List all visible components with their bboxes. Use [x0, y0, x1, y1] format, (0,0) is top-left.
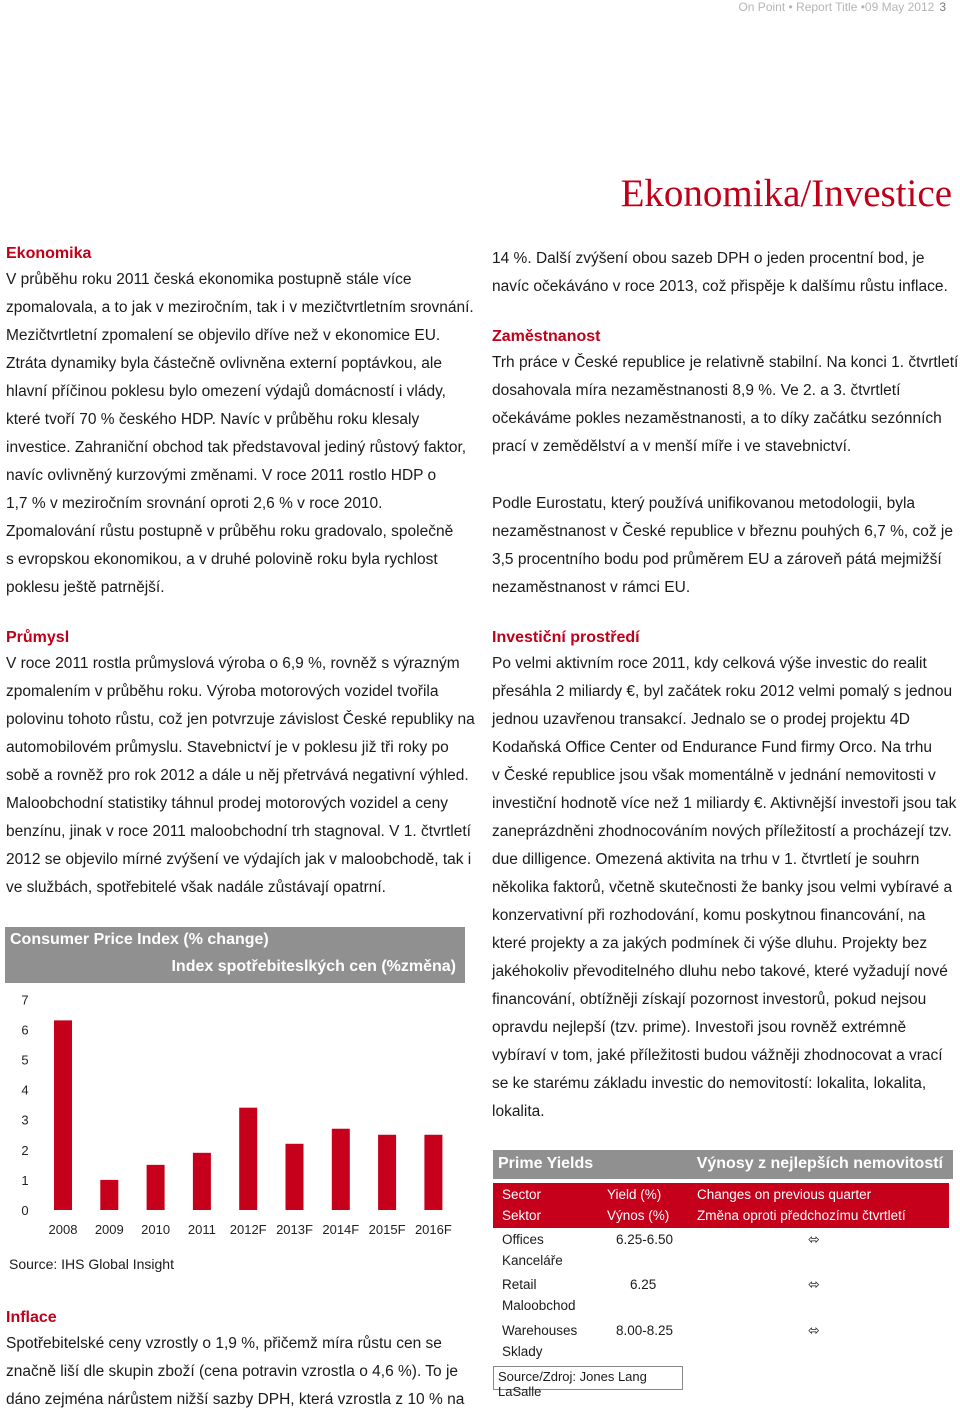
prumysl-text: [6, 650, 476, 902]
text-line: očekáváme pokles nezaměstnanosti, a to díky začátku sezónních: [492, 410, 942, 427]
table-source-text: Source/Zdroj: Jones Lang LaSalle: [498, 1369, 647, 1399]
unchanged-arrow-icon: ⬄: [808, 1322, 820, 1338]
chart-title: Consumer Price Index (% change): [10, 931, 269, 948]
bar-2009: [100, 1180, 118, 1210]
section-investicni: [492, 626, 957, 1126]
row-sector-en: Warehouses: [502, 1323, 578, 1338]
heading-prumysl: Průmysl: [6, 629, 70, 646]
text-line: zaneprázdněni zhodnocováním nových příležitostí a procházejí tzv.: [492, 823, 952, 840]
text-line: poklesu ještě patrnější.: [6, 579, 165, 596]
text-line: nezaměstnanost v České republice v březnu pouhých 6,7 %, což je: [492, 523, 953, 540]
section-inflace: [6, 1306, 476, 1414]
text-line: přesáhla 2 miliardy €, byl začátek roku 2012 velmi pomalý s jednou: [492, 683, 953, 700]
text-line: prací v zemědělství a v menší míře i ve stavebnictví.: [492, 438, 852, 455]
bar-2016F: [424, 1135, 442, 1210]
col-yield-cz: Výnos (%): [607, 1208, 670, 1223]
text-line: sobě a rovněž pro rok 2012 a dále u něj přetrvává negativní výhled.: [6, 767, 469, 784]
investicni-text: [492, 650, 957, 1126]
text-line: investiční hodnotě více než 1 miliardy €. Aktivnější investoři jsou tak: [492, 795, 957, 812]
x-tick-label: 2009: [94, 1222, 124, 1237]
table-header: [493, 1150, 953, 1179]
bar-2013F: [286, 1144, 304, 1210]
text-line: due dilligence. Omezená aktivita na trhu v 1. čtvrtletí je souhrn: [492, 851, 920, 868]
zamestnanost-text-2: [492, 490, 957, 602]
text-line: nezaměstnanost v rámci EU.: [492, 579, 691, 596]
row-yield: 6.25-6.50: [616, 1232, 674, 1247]
bar-2008: [54, 1020, 72, 1210]
row-sector-cz: Maloobchod: [502, 1298, 576, 1313]
inflace-text: [6, 1330, 476, 1414]
row-sector-en: Offices: [502, 1232, 544, 1247]
heading-inflace: Inflace: [6, 1309, 57, 1326]
text-line: se ke starému základu investic do nemovitostí: lokalita, lokalita,: [492, 1075, 927, 1092]
text-line: Ztráta dynamiky byla částečně ovlivněna externí poptávkou, ale: [6, 355, 442, 372]
text-line: Kodaňská Office Center od Endurance Fund firmy Orco. Na trhu: [492, 739, 932, 756]
section-ekonomika: [6, 242, 476, 602]
text-line: Zpomalování růstu postupně v průběhu roku gradovalo, společně: [6, 523, 454, 540]
text-line: 2012 se objevilo mírné zvýšení ve výdajích jak v maloobchodě, tak i: [6, 851, 472, 868]
text-line: investice. Zahraniční obchod tak představoval jediný růstový faktor,: [6, 439, 467, 456]
text-line: hlavní příčinou poklesu bylo omezení výdajů domácností i vlády,: [6, 383, 446, 400]
text-line: zpomalením v průběhu roku. Výroba motorových vozidel tvořila: [6, 683, 439, 700]
table-source: [493, 1366, 683, 1399]
unchanged-arrow-icon: ⬄: [808, 1276, 820, 1292]
text-line: financování, obtížněji získají pozornost investorů, pokud nejsou: [492, 991, 927, 1008]
page-header: [738, 0, 946, 14]
text-line: vybíraví v tom, jaké příležitosti budou vážněji zhodnocovat a vrací: [492, 1047, 943, 1064]
x-tick-label: 2011: [187, 1222, 216, 1237]
header-text: On Point • Report Title •09 May 2012: [738, 0, 935, 14]
row-sector-cz: Sklady: [502, 1344, 543, 1359]
text-line: opravdu nejlepší (tzv. prime). Investoři jsou rovněž extrémně: [492, 1019, 907, 1036]
col-change-en: Changes on previous quarter: [697, 1187, 872, 1202]
text-line: zpomalovala, a to jak v meziročním, tak i v mezičtvrtletním srovnání.: [6, 299, 474, 316]
bar-2015F: [378, 1135, 396, 1210]
col-yield-en: Yield (%): [607, 1187, 662, 1202]
unchanged-arrow-icon: ⬄: [808, 1231, 820, 1247]
table-row: [493, 1320, 953, 1364]
chart-subtitle: Index spotřebiteslkých cen (%změna): [171, 958, 456, 975]
page-title: Ekonomika/Investice: [620, 172, 952, 215]
text-line: Maloobchodní statistiky táhnul prodej motorových vozidel a ceny: [6, 795, 448, 812]
x-tick-label: 2012F: [229, 1222, 267, 1237]
text-line: navíc očekáváno v roce 2013, což přispěje k dalšímu růstu inflace.: [492, 278, 948, 295]
ekonomika-text: [6, 266, 476, 602]
table-title-en: Prime Yields: [498, 1155, 594, 1172]
x-tick-label: 2015F: [368, 1222, 406, 1237]
section-inflace-continued: [492, 245, 957, 301]
x-tick-label: 2014F: [322, 1222, 360, 1237]
x-tick-label: 2010: [141, 1222, 171, 1237]
table-row: [493, 1229, 953, 1273]
zamestnanost-text-1: [492, 349, 957, 461]
text-line: které projekty a za jakých podmínek či výše dluhu. Projekty bez: [492, 935, 928, 952]
text-line: automobilovém průmyslu. Stavebnictví je v poklesu již tři roky po: [6, 739, 449, 756]
cpi-chart: [5, 927, 465, 1279]
bar-2010: [147, 1165, 165, 1210]
page-number: 3: [939, 0, 946, 14]
y-tick-label: 6: [21, 1022, 29, 1038]
chart-plot: [5, 983, 465, 1247]
text-line: Trh práce v České republice je relativně stabilní. Na konci 1. čtvrtletí: [492, 354, 959, 371]
text-line: navíc ovlivněný kurzovými změnami. V roce 2011 rostlo HDP o: [6, 467, 437, 484]
y-tick-label: 0: [21, 1203, 29, 1218]
text-line: polovinu tohoto růstu, což jen potvrzuje závislost České republiky na: [6, 711, 475, 728]
section-zamestnanost-2: [492, 490, 957, 602]
x-tick-label: 2013F: [276, 1222, 313, 1237]
text-line: které tvoří 70 % českého HDP. Navíc v průběhu roku klesaly: [6, 411, 420, 428]
y-tick-label: 7: [21, 992, 29, 1008]
y-tick-label: 4: [21, 1082, 29, 1098]
text-line: ve službách, spotřebitelé však nadále zůstávají opatrní.: [6, 879, 386, 896]
text-line: Spotřebitelské ceny vzrostly o 1,9 %, přičemž míra růstu cen se: [6, 1335, 442, 1352]
text-line: 3,5 procentního bodu pod průměrem EU a zároveň pátá mejmižší: [492, 551, 942, 568]
text-line: Mezičtvrtletní zpomalení se objevilo dříve než v ekonomice EU.: [6, 327, 441, 344]
bar-2011: [193, 1153, 211, 1210]
text-line: benzínu, jinak v roce 2011 maloobchodní trh stagnoval. V 1. čtvrtletí: [6, 823, 471, 840]
table-title-cz: Výnosy z nejlepších nemovitostí: [696, 1155, 943, 1172]
row-yield: 8.00-8.25: [616, 1323, 674, 1338]
bar-2012F: [239, 1108, 257, 1210]
text-line: 1,7 % v meziročním srovnání oproti 2,6 % v roce 2010.: [6, 495, 383, 512]
inflace-continued-text: [492, 245, 957, 301]
text-line: Po velmi aktivním roce 2011, kdy celková výše investic do realit: [492, 655, 927, 672]
heading-ekonomika: Ekonomika: [6, 245, 92, 262]
text-line: Podle Eurostatu, který používá unifikovanou metodologii, byla: [492, 495, 916, 512]
text-line: 14 %. Další zvýšení obou sazeb DPH o jeden procentní bod, je: [492, 250, 925, 267]
y-tick-label: 3: [21, 1112, 29, 1128]
text-line: lokalita.: [492, 1103, 545, 1120]
text-line: několika faktorů, včetně skutečnosti že banky jsou velmi vybíravé a: [492, 879, 953, 896]
text-line: s evropskou ekonomikou, a v druhé polovině roku byla rychlost: [6, 551, 438, 568]
col-sector-cz: Sektor: [502, 1208, 542, 1223]
table-row: [493, 1274, 953, 1318]
text-line: dosahovala míra nezaměstnanosti 8,9 %. Ve 2. a 3. čtvrtletí: [492, 382, 901, 399]
section-zamestnanost: [492, 325, 957, 461]
y-tick-label: 2: [21, 1142, 29, 1158]
text-line: značně liší dle skupin zboží (cena potravin vzrostla o 4,6 %). To je: [6, 1363, 459, 1380]
col-change-cz: Změna oproti předchozímu čtvrtletí: [697, 1208, 906, 1223]
prime-yields-table: [493, 1150, 953, 1399]
row-yield: 6.25: [630, 1277, 657, 1292]
heading-investicni: Investiční prostředí: [492, 629, 640, 646]
text-line: v České republice jsou však momentálně v jednání nemovitosti v: [492, 767, 936, 784]
chart-source: Source: IHS Global Insight: [9, 1256, 174, 1272]
text-line: dáno zejména nárůstem nižší sazby DPH, která vzrostla z 10 % na: [6, 1391, 465, 1408]
x-tick-label: 2008: [48, 1222, 78, 1237]
x-tick-label: 2016F: [414, 1222, 452, 1237]
text-line: V roce 2011 rostla průmyslová výroba o 6,9 %, rovněž s výrazným: [6, 655, 460, 672]
row-sector-cz: Kanceláře: [502, 1253, 563, 1268]
y-tick-label: 5: [21, 1052, 29, 1068]
bar-2014F: [332, 1129, 350, 1210]
section-prumysl: [6, 626, 476, 902]
heading-zamestnanost: Zaměstnanost: [492, 328, 601, 345]
col-sector-en: Sector: [502, 1187, 542, 1202]
chart-header: [5, 927, 465, 983]
row-sector-en: Retail: [502, 1277, 537, 1292]
text-line: jednou uzavřenou transakcí. Jednalo se o prodej projektu 4D: [492, 711, 910, 728]
text-line: jakéhokoliv převoditelného dluhu nebo takové, které vyžadují nové: [492, 963, 948, 980]
text-line: V průběhu roku 2011 česká ekonomika postupně stále více: [6, 271, 412, 288]
y-tick-label: 1: [21, 1172, 29, 1188]
text-line: konzervativní při rozhodování, komu poskytnou financování, na: [492, 907, 926, 924]
table-column-headers: [493, 1183, 949, 1228]
